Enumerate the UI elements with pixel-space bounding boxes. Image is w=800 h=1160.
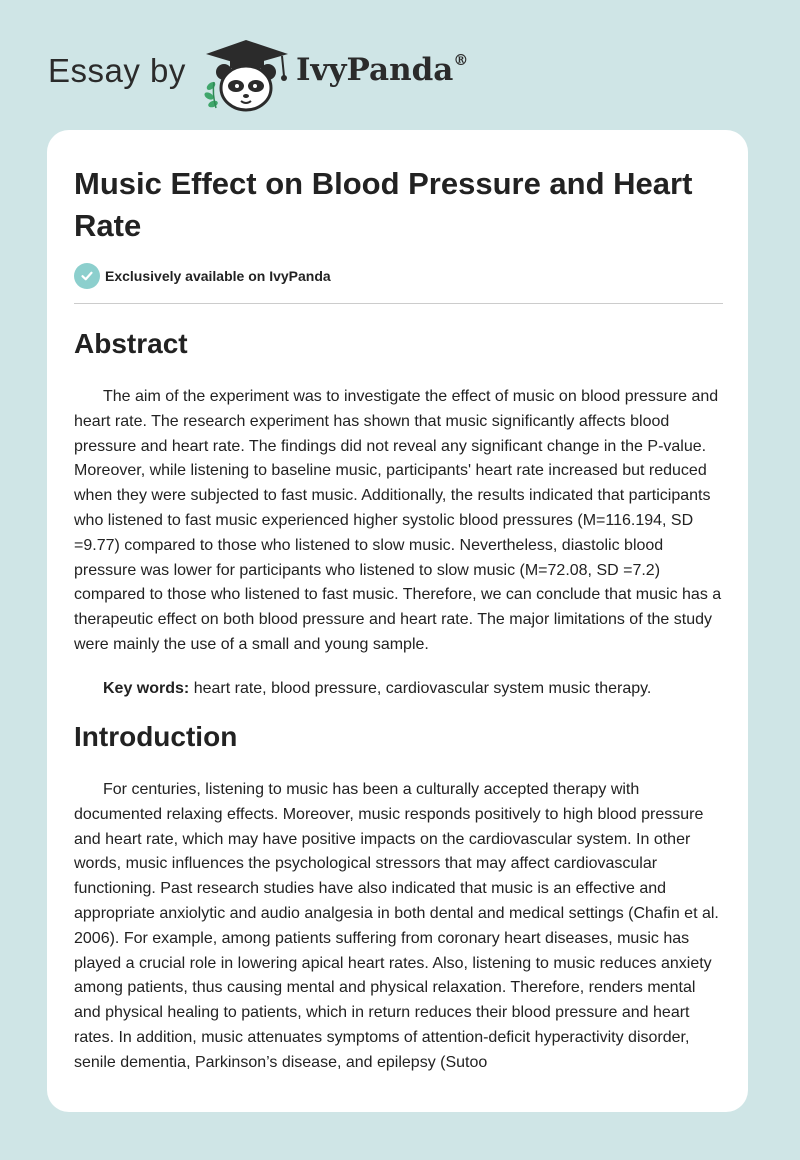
essay-title: Music Effect on Blood Pressure and Heart Rate (74, 166, 693, 243)
essay-card (47, 130, 748, 1112)
keywords-text: heart rate, blood pressure, cardiovascular system music therapy. (189, 680, 652, 697)
introduction-paragraph: For centuries, listening to music has been a culturally accepted therapy with documented relaxing effects. Moreover, music responds positively to high blood pressure and heart rate, which may have positive impacts on the cardiovascular system. In other words, music influences the psychological stressors that may affect cardiovascular functioning. Past research studies have also indicated that music is an effective and appropriate anxiolytic and audio analgesia in both dental and medical settings (Chafin et al. 2006). For example, among patients suffering from coronary heart diseases, music has played a crucial role in lowering apical heart rates. Also, listening to music reduces anxiety among patients, thus causing mental and physical relaxation. Therefore, renders mental and physical healing to patients, which in return reduces their blood pressure and heart rates. In addition, music attenuates symptoms of attention-deficit hyperactivity disorder, senile dementia, Parkinson’s disease, and epilepsy (Sutoo (74, 781, 719, 1071)
check-icon (74, 263, 100, 289)
abstract-paragraph: The aim of the experiment was to investigate the effect of music on blood pressure and heart rate. The research experiment has shown that music significantly affects blood pressure and heart rate. The findings did not reveal any significant change in the P-value. Moreover, while listening to baseline music, participants' heart rate increased but reduced when they were subjected to fast music. Additionally, the results indicated that participants who listened to fast music experienced higher systolic blood pressures (M=116.194, SD =9.77) compared to those who listened to slow music. Nevertheless, diastolic blood pressure was lower for participants who listened to slow music (M=72.08, SD =7.2) compared to those who listened to fast music. Therefore, we can conclude that music has a therapeutic effect on both blood pressure and heart rate. The major limitations of the study were mainly the use of a small and young sample. (74, 388, 722, 653)
keywords-label: Key words: (103, 680, 190, 697)
panda-logo-icon[interactable] (200, 36, 292, 114)
brand-label: IvyPanda (296, 52, 454, 88)
divider (74, 303, 723, 304)
section-heading-introduction: Introduction (74, 721, 238, 752)
section-heading-abstract: Abstract (74, 328, 188, 359)
site-header (48, 36, 508, 116)
brand-name[interactable] (296, 52, 468, 88)
exclusive-badge (74, 263, 331, 289)
exclusive-label: Exclusively available on IvyPanda (105, 268, 331, 284)
registered-mark: ® (453, 50, 469, 69)
essay-by-label: Essay by (48, 52, 186, 89)
keywords-line (74, 677, 724, 702)
